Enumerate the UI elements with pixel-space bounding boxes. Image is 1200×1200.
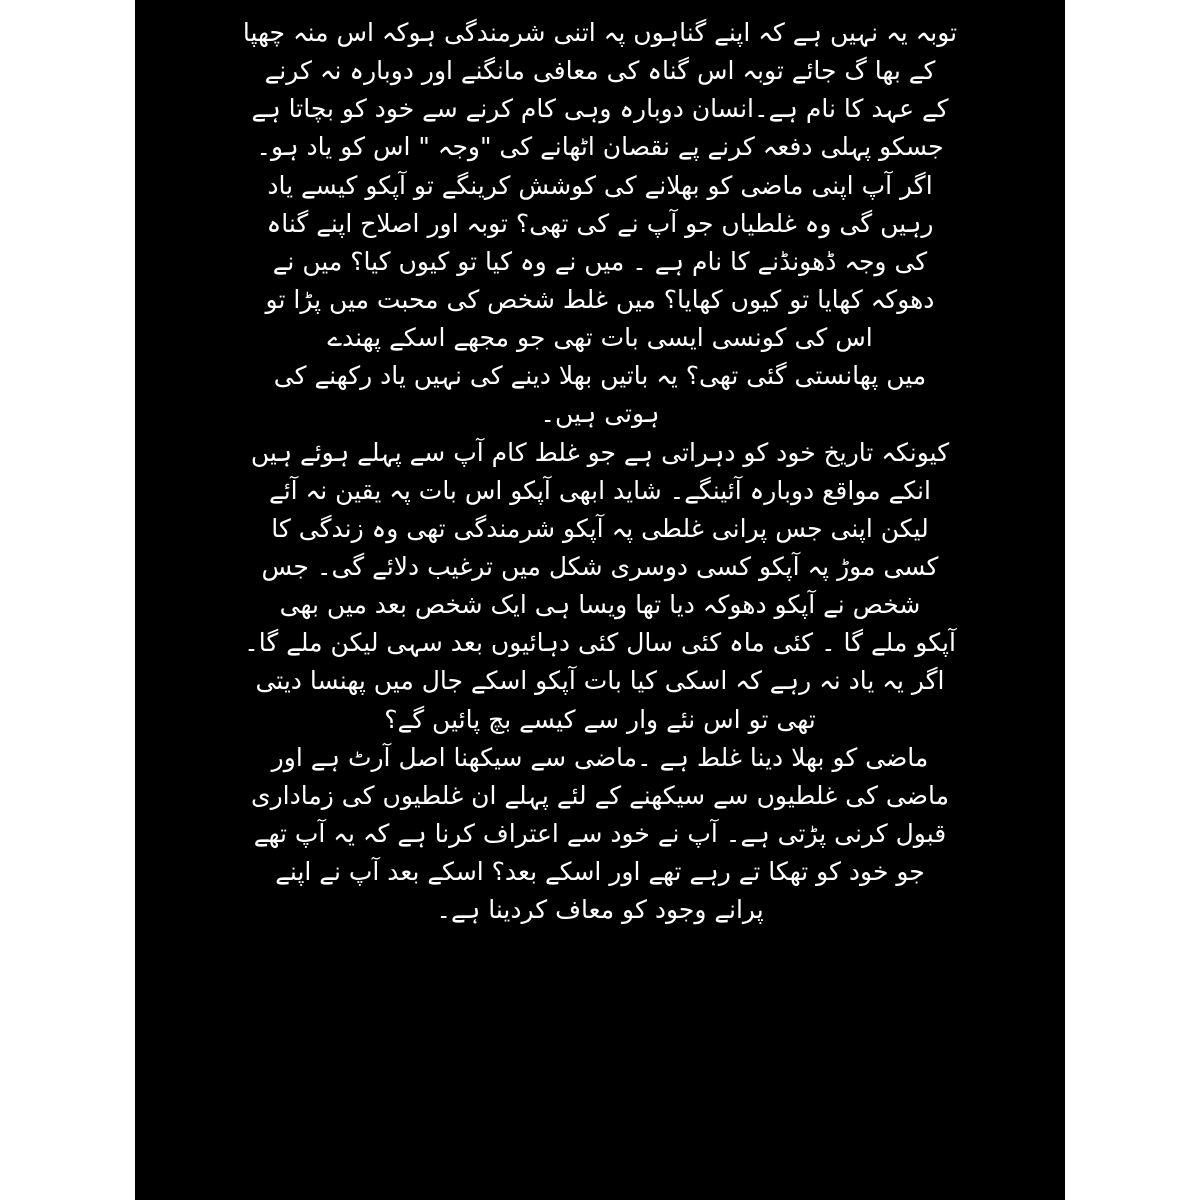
text-line-10: میں پھانستی گئی تھی؟ یہ باتیں بھلا دینے کی نہیں یاد رکھنے کی	[273, 361, 927, 391]
text-line-7: کی وجہ ڈھونڈنے کا نام ہے ۔ میں نے وہ کیا تو کیوں کیا؟ میں نے	[272, 246, 928, 276]
text-line-14: لیکن اپنی جس پرانی غلطی پہ آپکو شرمندگی تھی وہ زندگی کا	[271, 513, 929, 543]
text-line-2: کے بھا گ جائے توبہ اس گناہ کی معافی مانگنے اور دوبارہ نہ کرنے	[264, 56, 936, 86]
urdu-text-body	[147, 14, 1053, 929]
text-line-6: رہیں گی وہ غلطیاں جو آپ نے کی تھی؟ توبہ اور اصلاح اپنے گناہ	[266, 208, 934, 238]
text-line-4: جسکو پہلی دفعہ کرنے پے نقصان اٹھانے کی "وجہ " اس کو یاد ہو۔	[256, 132, 944, 162]
text-line-22: قبول کرنی پڑتی ہے۔ آپ نے خود سے اعتراف کرنا ہے کہ یہ آپ تھے	[253, 818, 947, 848]
text-line-11: ہوتی ہیں۔	[540, 399, 660, 429]
text-line-17: آپکو ملے گا ۔ کئی ماہ کئی سال کئی دہائیوں بعد سہی لیکن ملے گا۔	[244, 628, 956, 658]
text-line-15: کسی موڑ پہ آپکو کسی دوسری شکل میں ترغیب دلائے گی۔ جس	[261, 551, 939, 581]
text-line-5: اگر آپ اپنی ماضی کو بھلانے کی کوشش کرینگے تو آپکو کیسے یاد	[267, 170, 933, 200]
text-line-18: اگر یہ یاد نہ رہے کہ اسکی کیا بات آپکو اسکے جال میں پھنسا دیتی	[255, 666, 945, 696]
text-line-24: پرانے وجود کو معاف کردینا ہے۔	[436, 895, 764, 925]
text-line-9: اس کی کونسی ایسی بات تھی جو مجھے اسکے پھندے	[327, 323, 873, 353]
text-line-20: ماضی کو بھلا دینا غلط ہے ۔ماضی سے سیکھنا اصل آرٹ ہے اور	[271, 742, 929, 772]
text-line-12: کیونکہ تاریخ خود کو دہراتی ہے جو غلط کام آپ سے پہلے ہوئے ہیں	[250, 437, 950, 467]
text-line-8: دھوکہ کھایا تو کیوں کھایا؟ میں غلط شخص کی محبت میں پڑا تو	[265, 284, 935, 314]
text-line-1: توبہ یہ نہیں ہے کہ اپنے گناہوں پہ اتنی شرمندگی ہوکہ اس منہ چھپا	[242, 18, 958, 47]
text-line-21: ماضی کی غلطیوں سے سیکھنے کے لئے پہلے ان غلطیوں کی زماداری	[251, 780, 949, 810]
text-line-13: انکے مواقع دوبارہ آئینگے۔ شاید ابھی آپکو اس بات پہ یقین نہ آئے	[269, 475, 931, 505]
text-line-19: تھی تو اس نئے وار سے کیسے بچ پائیں گے؟	[384, 704, 816, 734]
text-line-3: کے عہد کا نام ہے۔انسان دوبارہ وہی کام کرنے سے خود کو بچاتا ہے	[251, 94, 949, 124]
text-panel	[135, 0, 1065, 1200]
text-line-23: جو خود کو تھکا تے رہے تھے اور اسکے بعد؟ اسکے بعد آپ نے اپنے	[275, 857, 925, 887]
text-line-16: شخص نے آپکو دھوکہ دیا تھا ویسا ہی ایک شخص بعد میں بھی	[279, 590, 921, 620]
